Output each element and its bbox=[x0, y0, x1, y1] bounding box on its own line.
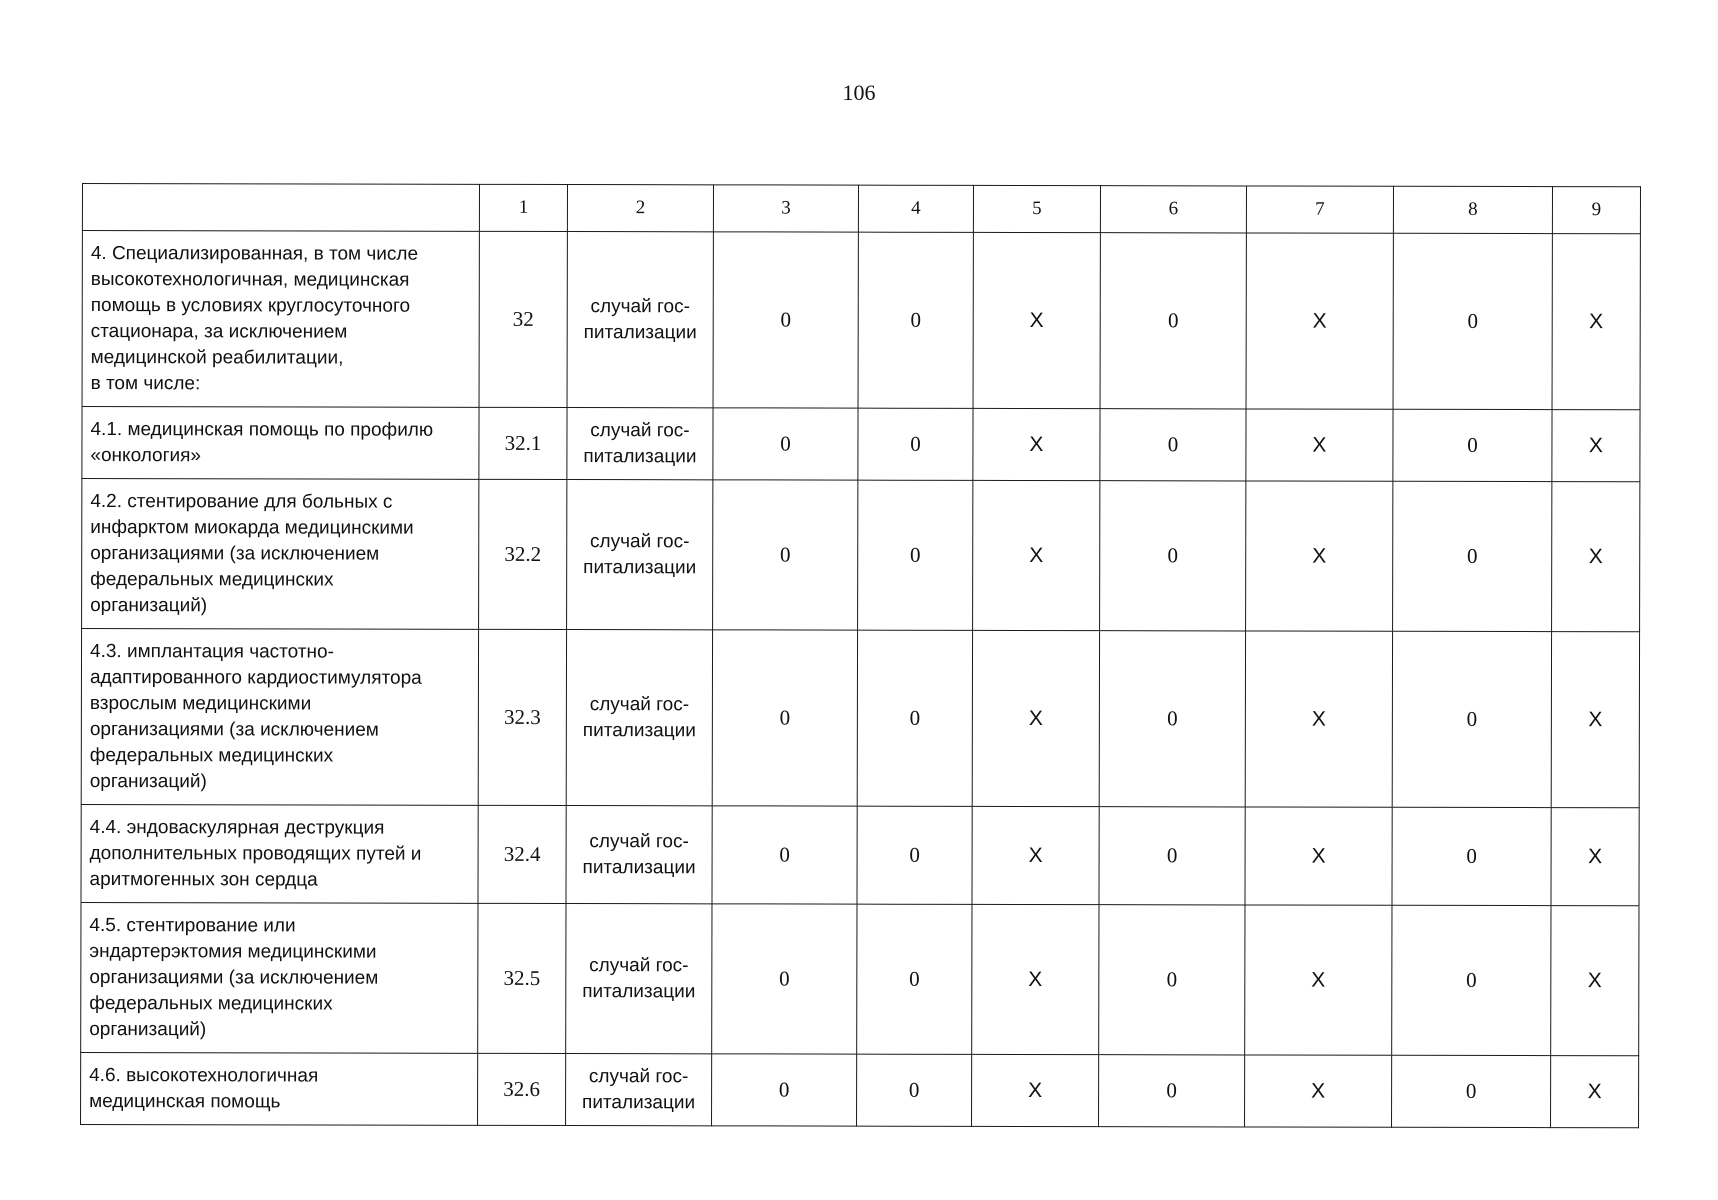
header-cell-5: 5 bbox=[973, 185, 1100, 232]
header-cell-4: 4 bbox=[858, 185, 973, 232]
row-value-col3: 0 bbox=[712, 630, 857, 806]
row-value-col4: 0 bbox=[857, 1054, 972, 1126]
row-description: 4.4. эндоваскулярная деструкция дополнительных проводящих путей и аритмогенных зон сердца bbox=[81, 804, 478, 903]
row-unit: случай гос- питализации bbox=[566, 904, 712, 1054]
row-value-col5: X bbox=[972, 806, 1099, 904]
row-value-col4: 0 bbox=[857, 630, 972, 806]
row-value-col4: 0 bbox=[857, 806, 972, 904]
row-description: 4.5. стентирование или эндартерэктомия медицинскими организациями (за исключением федеральных медицинских организаций) bbox=[81, 902, 478, 1053]
row-value-col7: X bbox=[1245, 1055, 1392, 1127]
row-value-col7: X bbox=[1246, 409, 1393, 481]
row-value-col8: 0 bbox=[1393, 409, 1552, 481]
header-cell-3: 3 bbox=[713, 185, 858, 232]
row-unit: случай гос- питализации bbox=[567, 232, 713, 408]
row-value-col7: X bbox=[1245, 631, 1392, 807]
table-row bbox=[82, 407, 1640, 482]
row-value-col6: 0 bbox=[1100, 233, 1246, 409]
row-value-col3: 0 bbox=[712, 904, 857, 1054]
row-value-col9: X bbox=[1551, 1056, 1639, 1128]
row-unit: случай гос- питализации bbox=[566, 630, 712, 806]
row-value-col3: 0 bbox=[713, 232, 858, 408]
row-code: 32.5 bbox=[478, 903, 566, 1053]
row-value-col8: 0 bbox=[1393, 481, 1552, 631]
row-value-col9: X bbox=[1552, 410, 1640, 482]
row-value-col5: X bbox=[973, 232, 1100, 408]
row-description: 4.1. медицинская помощь по профилю «онкология» bbox=[82, 407, 479, 480]
header-cell-empty bbox=[82, 184, 479, 232]
row-value-col8: 0 bbox=[1392, 807, 1551, 905]
header-cell-7: 7 bbox=[1246, 186, 1393, 233]
row-unit: случай гос- питализации bbox=[567, 480, 713, 630]
row-value-col6: 0 bbox=[1099, 631, 1245, 807]
row-value-col6: 0 bbox=[1099, 807, 1245, 905]
row-value-col5: X bbox=[973, 408, 1100, 480]
row-unit: случай гос- питализации bbox=[566, 1054, 712, 1126]
row-value-col7: X bbox=[1246, 233, 1393, 409]
row-value-col8: 0 bbox=[1392, 1055, 1551, 1127]
row-value-col4: 0 bbox=[858, 232, 973, 408]
header-cell-8: 8 bbox=[1393, 186, 1552, 233]
row-value-col6: 0 bbox=[1099, 905, 1245, 1055]
row-code: 32.1 bbox=[479, 407, 567, 479]
header-cell-2: 2 bbox=[567, 185, 713, 232]
row-description: 4.3. имплантация частотно- адаптированного кардиостимулятора взрослым медицинскими организациями (за исключением федеральных медицинских организаций) bbox=[81, 629, 478, 806]
table-row bbox=[82, 479, 1640, 632]
row-value-col5: X bbox=[972, 904, 1099, 1054]
row-code: 32.3 bbox=[478, 629, 566, 805]
row-value-col8: 0 bbox=[1392, 631, 1551, 807]
row-value-col7: X bbox=[1245, 905, 1392, 1055]
row-unit: случай гос- питализации bbox=[566, 806, 712, 904]
row-description: 4. Специализированная, в том числе высокотехнологичная, медицинская помощь в условиях круглосуточного стационара, за исключением медицинской реабилитации, в том числе: bbox=[82, 231, 479, 408]
table-row bbox=[81, 629, 1639, 808]
row-value-col8: 0 bbox=[1392, 905, 1551, 1055]
row-value-col5: X bbox=[973, 480, 1100, 630]
row-value-col5: X bbox=[972, 630, 1099, 806]
row-value-col4: 0 bbox=[858, 480, 973, 630]
page-number: 106 bbox=[842, 80, 876, 105]
row-value-col7: X bbox=[1245, 807, 1392, 905]
row-value-col9: X bbox=[1551, 632, 1639, 808]
data-table bbox=[80, 183, 1641, 1128]
row-value-col3: 0 bbox=[713, 480, 858, 630]
row-code: 32.4 bbox=[478, 805, 566, 903]
header-cell-6: 6 bbox=[1100, 186, 1246, 233]
row-value-col6: 0 bbox=[1099, 1055, 1245, 1127]
row-unit: случай гос- питализации bbox=[567, 408, 713, 480]
row-value-col3: 0 bbox=[713, 408, 858, 480]
row-value-col9: X bbox=[1552, 234, 1640, 410]
row-value-col4: 0 bbox=[858, 408, 973, 480]
header-cell-9: 9 bbox=[1552, 187, 1640, 234]
row-value-col8: 0 bbox=[1393, 233, 1552, 409]
row-value-col6: 0 bbox=[1100, 409, 1246, 481]
row-value-col9: X bbox=[1551, 808, 1639, 906]
header-row bbox=[82, 184, 1640, 234]
row-description: 4.2. стентирование для больных с инфарктом миокарда медицинскими организациями (за исключением федеральных медицинских организаций) bbox=[82, 479, 479, 630]
row-value-col4: 0 bbox=[857, 904, 972, 1054]
row-value-col9: X bbox=[1551, 906, 1639, 1056]
row-value-col3: 0 bbox=[712, 806, 857, 904]
header-cell-1: 1 bbox=[479, 184, 567, 231]
row-code: 32.2 bbox=[479, 479, 567, 629]
row-value-col7: X bbox=[1246, 481, 1393, 631]
row-code: 32.6 bbox=[478, 1053, 566, 1125]
table-row bbox=[81, 1052, 1639, 1127]
row-value-col3: 0 bbox=[712, 1054, 857, 1126]
row-value-col6: 0 bbox=[1100, 481, 1246, 631]
table-row bbox=[81, 902, 1639, 1055]
row-value-col5: X bbox=[972, 1054, 1099, 1126]
row-code: 32 bbox=[479, 231, 567, 407]
table-row bbox=[81, 804, 1639, 905]
table-row bbox=[82, 231, 1640, 410]
row-value-col9: X bbox=[1552, 482, 1640, 632]
row-description: 4.6. высокотехнологичная медицинская помощь bbox=[81, 1052, 478, 1125]
